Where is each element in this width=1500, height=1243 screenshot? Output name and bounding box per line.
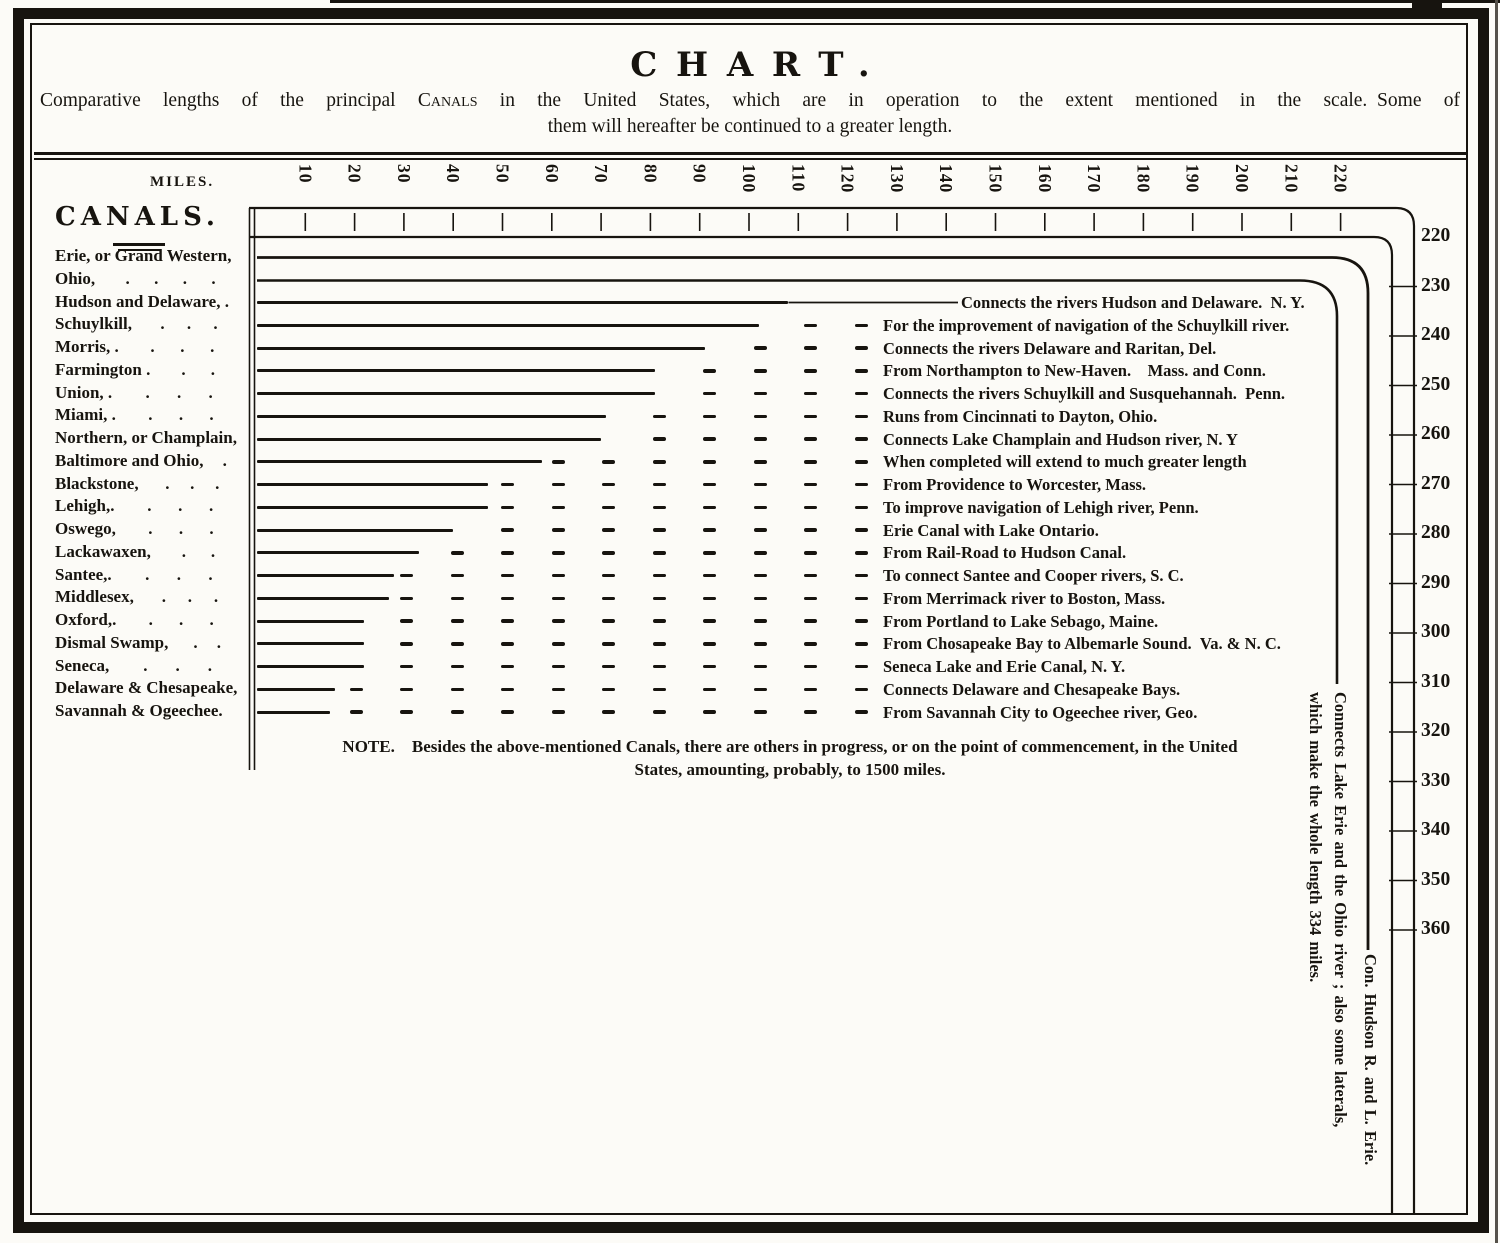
- x-axis-tick-label: 130: [886, 164, 907, 194]
- bar-dash: [552, 574, 565, 578]
- subtitle-line2: them will hereafter be continued to a greater length.: [547, 116, 953, 137]
- canal-annotation: From Merrimack river to Boston, Mass.: [883, 588, 1166, 608]
- canal-name: Santee,.: [55, 564, 112, 584]
- bar-dash: [653, 688, 666, 692]
- bar-dash: [804, 688, 817, 692]
- bar-dash: [855, 437, 868, 441]
- canal-annotation: To connect Santee and Cooper rivers, S. C.: [883, 566, 1184, 585]
- bar-dash: [703, 460, 716, 464]
- bar-dash: [703, 437, 716, 441]
- bar-dash: [350, 710, 363, 714]
- erie-vertical-caption: Con. Hudson R. and L. Erie.: [1361, 954, 1380, 1166]
- bar-dash: [754, 437, 767, 441]
- bar-dash: [855, 619, 868, 623]
- overflow-axis-tick-label: 240: [1421, 324, 1451, 345]
- bar-dash: [653, 574, 666, 578]
- bar-dash: [754, 551, 767, 555]
- canal-name: Ohio,: [55, 268, 96, 288]
- canal-name: Oswego,: [55, 519, 116, 538]
- bar-dash: [451, 619, 464, 623]
- dot-leaders: . . .: [165, 473, 220, 493]
- x-axis-tick-label: 200: [1232, 164, 1252, 194]
- canal-name: Middlesex,: [55, 587, 134, 607]
- bar-dash: [653, 551, 666, 555]
- bar-dash: [451, 642, 464, 646]
- bar-dash: [602, 483, 615, 487]
- x-axis-tick-label: 210: [1281, 164, 1302, 194]
- bar-dash: [451, 688, 464, 692]
- bar-dash: [754, 392, 767, 396]
- bar-dash: [602, 665, 615, 669]
- bar-dash: [754, 574, 767, 578]
- bar-dash: [754, 369, 767, 373]
- bar-dash: [804, 642, 817, 646]
- canal-label-row: [55, 245, 242, 268]
- canal-bar: [257, 438, 601, 441]
- bar-dash: [501, 710, 514, 714]
- canal-bar: [257, 324, 759, 327]
- bar-dash: [804, 597, 817, 601]
- canal-label-row: [55, 518, 242, 541]
- bar-dash: [653, 710, 666, 714]
- canal-name: Lehigh,.: [55, 496, 115, 516]
- bar-dash: [451, 597, 464, 601]
- canal-label-row: [55, 609, 242, 632]
- bar-dash: [855, 506, 868, 510]
- page-title: CHART.: [630, 45, 889, 85]
- canal-bar: [257, 642, 364, 645]
- dot-leaders: .: [222, 450, 227, 470]
- canal-bar: [257, 415, 606, 418]
- canal-label-row: [55, 313, 242, 336]
- bar-dash: [552, 619, 565, 623]
- canal-name: Northern, or Champlain,: [55, 428, 237, 447]
- bar-dash: [552, 460, 565, 464]
- bar-dash: [501, 551, 514, 555]
- x-axis-tick-label: 10: [295, 164, 316, 184]
- footnote: [250, 735, 1330, 781]
- bar-dash: [602, 642, 615, 646]
- canal-annotation: When completed will extend to much greater length: [883, 452, 1247, 472]
- overflow-axis-tick-label: 310: [1421, 670, 1451, 692]
- bar-dash: [552, 506, 565, 510]
- bar-dash: [653, 597, 666, 601]
- dot-leaders: . . .: [161, 587, 219, 607]
- overflow-axis-tick-label: 350: [1421, 868, 1451, 890]
- x-axis-tick-label: 40: [443, 164, 464, 184]
- canal-annotation: From Northampton to New-Haven. Mass. and Conn.: [883, 361, 1266, 381]
- bar-dash: [855, 392, 868, 396]
- bar-dash: [552, 710, 565, 714]
- canal-bar: [257, 483, 488, 486]
- canal-label-row: [55, 677, 242, 700]
- bar-dash: [653, 642, 666, 646]
- bar-dash: [754, 483, 767, 487]
- dot-leaders: . . .: [148, 519, 214, 538]
- bar-dash: [804, 369, 817, 373]
- canal-bar: [257, 347, 705, 350]
- overflow-axis-tick-label: 220: [1421, 225, 1451, 246]
- canal-label-row: [55, 586, 242, 609]
- canal-annotation: From Providence to Worcester, Mass.: [883, 475, 1147, 494]
- overflow-axis-tick-label: 300: [1421, 621, 1451, 642]
- canal-label-row: [55, 404, 242, 427]
- bar-dash: [501, 574, 514, 578]
- bar-dash: [703, 392, 716, 396]
- overflow-axis-tick-label: 260: [1421, 423, 1451, 444]
- bar-dash: [501, 483, 514, 487]
- bar-dash: [400, 710, 413, 714]
- canal-annotation: Erie Canal with Lake Ontario.: [883, 520, 1099, 540]
- bar-dash: [552, 528, 565, 532]
- overflow-axis-tick-label: 250: [1421, 373, 1451, 395]
- bar-dash: [703, 528, 716, 532]
- dot-leaders: . . .: [143, 655, 212, 675]
- canal-annotation: From Chosapeake Bay to Albemarle Sound. Va. & N. C.: [883, 634, 1281, 654]
- canal-bar: [257, 574, 394, 577]
- bar-dash: [804, 460, 817, 464]
- bar-dash: [855, 415, 868, 419]
- bar-dash: [703, 483, 716, 487]
- bar-dash: [855, 483, 868, 487]
- canal-bar: [257, 665, 364, 668]
- bar-dash: [855, 642, 868, 646]
- canal-annotation: To improve navigation of Lehigh river, Penn.: [883, 497, 1199, 517]
- canal-annotation: Runs from Cincinnati to Dayton, Ohio.: [883, 406, 1158, 426]
- overflow-axis-tick-label: 290: [1421, 571, 1451, 593]
- bar-dash: [501, 506, 514, 510]
- bar-dash: [501, 597, 514, 601]
- canal-label-row: [55, 267, 242, 290]
- bar-dash: [754, 415, 767, 419]
- canal-label-row: [55, 631, 242, 654]
- canal-label-row: [55, 654, 242, 677]
- x-axis-tick-label: 180: [1133, 164, 1154, 194]
- x-axis-tick-label: 60: [541, 164, 562, 184]
- canal-bar: [257, 506, 488, 509]
- canal-bar: [257, 620, 364, 623]
- canal-label-row: [55, 472, 242, 495]
- bar-dash: [754, 506, 767, 510]
- bar-dash: [451, 665, 464, 669]
- x-axis-tick-label: 190: [1182, 164, 1203, 194]
- overflow-axis-tick-label: 270: [1421, 472, 1451, 494]
- bar-dash: [653, 528, 666, 532]
- bar-dash: [703, 369, 716, 373]
- dot-leaders: . . .: [160, 314, 218, 334]
- bar-dash: [855, 324, 868, 328]
- bar-dash: [855, 528, 868, 532]
- canal-label-row: [55, 540, 242, 563]
- bar-dash: [602, 551, 615, 555]
- ohio-vertical-caption: Connects Lake Erie and the Ohio river ; also some laterals, which make the whole length 334 miles.: [1306, 692, 1350, 1128]
- canal-annotation: Connects Delaware and Chesapeake Bays.: [883, 679, 1181, 699]
- bar-dash: [754, 460, 767, 464]
- bar-dash: [602, 574, 615, 578]
- bar-dash: [602, 506, 615, 510]
- canal-annotation: From Rail-Road to Hudson Canal.: [883, 543, 1127, 563]
- subtitle-line1: Comparative lengths of the principal Canals in the United States, which are in operation to the extent mentioned in the scale. Some of: [40, 90, 1460, 111]
- bar-dash: [703, 688, 716, 692]
- canal-name: Blackstone,: [55, 473, 139, 493]
- bar-dash: [703, 665, 716, 669]
- canal-label-row: [55, 700, 242, 723]
- x-axis-tick-label: 20: [344, 164, 365, 184]
- bar-dash: [653, 415, 666, 419]
- bar-dash: [855, 346, 868, 350]
- canal-name: Schuylkill,: [55, 314, 133, 334]
- bar-dash: [400, 665, 413, 669]
- overflow-axis-tick-label: 320: [1421, 720, 1451, 741]
- dot-leaders: . .: [181, 541, 216, 561]
- bar-dash: [804, 506, 817, 510]
- canal-annotation: Connects the rivers Schuylkill and Susquehannah. Penn.: [883, 384, 1286, 403]
- bar-dash: [552, 597, 565, 601]
- x-axis-tick-label: 80: [640, 164, 661, 184]
- bar-dash: [653, 506, 666, 510]
- bar-dash: [754, 665, 767, 669]
- bar-dash: [703, 710, 716, 714]
- bar-dash: [804, 528, 817, 532]
- canal-label-row: [55, 358, 242, 381]
- x-axis-tick-label: 150: [985, 164, 1006, 194]
- bar-dash: [602, 597, 615, 601]
- canal-bar: [257, 551, 419, 554]
- canal-name: Farmington .: [55, 359, 151, 379]
- canal-annotation: For the improvement of navigation of the Schuylkill river.: [883, 315, 1290, 335]
- canal-bar: [257, 529, 453, 532]
- x-axis-tick-label: 160: [1034, 164, 1055, 194]
- bar-dash: [602, 528, 615, 532]
- bar-dash: [855, 460, 868, 464]
- overflow-axis-tick-label: 280: [1421, 522, 1451, 543]
- bar-dash: [602, 710, 615, 714]
- bar-dash: [804, 415, 817, 419]
- dot-leaders: . . .: [148, 405, 214, 425]
- x-axis-tick-label: 90: [689, 164, 710, 184]
- canal-label-row: [55, 449, 242, 472]
- canal-name: Union, .: [55, 382, 113, 402]
- dot-leaders: . . .: [148, 610, 214, 629]
- overflow-axis-tick-label: 340: [1421, 819, 1451, 840]
- footnote-line1: NOTE. Besides the above-mentioned Canals, there are others in progress, or on the point of commencement, in the United: [342, 737, 1238, 756]
- bar-dash: [804, 551, 817, 555]
- bar-dash: [754, 619, 767, 623]
- bar-dash: [754, 642, 767, 646]
- canal-name: Lackawaxen,: [55, 541, 151, 561]
- scale-band-top-line: [249, 208, 1414, 1213]
- bar-dash: [703, 597, 716, 601]
- overflow-axis-tick-label: 360: [1421, 918, 1451, 939]
- canal-name: Seneca,: [55, 655, 110, 675]
- canal-annotation: From Portland to Lake Sebago, Maine.: [883, 611, 1159, 631]
- canal-name: Oxford,.: [55, 610, 117, 629]
- bar-dash: [552, 551, 565, 555]
- dot-leaders: . . .: [145, 382, 213, 402]
- x-axis-tick-label: 170: [1084, 164, 1105, 194]
- bar-dash: [501, 642, 514, 646]
- canal-bar: [257, 688, 335, 691]
- bar-dash: [602, 688, 615, 692]
- overflow-axis-tick-label: 230: [1421, 274, 1451, 296]
- bar-dash: [703, 619, 716, 623]
- bar-dash: [400, 574, 413, 578]
- bar-dash: [703, 574, 716, 578]
- bar-dash: [804, 574, 817, 578]
- canal-label-row: [55, 495, 242, 518]
- bar-dash: [552, 642, 565, 646]
- canal-name: Hudson and Delaware, .: [55, 291, 229, 311]
- bar-dash: [754, 688, 767, 692]
- canal-annotation: From Savannah City to Ogeechee river, Geo.: [883, 702, 1198, 722]
- bar-dash: [804, 346, 817, 350]
- dot-leaders: . . .: [150, 337, 215, 356]
- bar-dash: [855, 710, 868, 714]
- bar-dash: [804, 710, 817, 714]
- bar-dash: [501, 665, 514, 669]
- dot-leaders: . .: [181, 359, 215, 379]
- bar-dash: [501, 688, 514, 692]
- bar-dash: [754, 710, 767, 714]
- bar-dash: [602, 619, 615, 623]
- bar-dash: [703, 506, 716, 510]
- bar-dash: [552, 665, 565, 669]
- bar-dash: [451, 710, 464, 714]
- bar-dash: [653, 437, 666, 441]
- bar-dash: [501, 528, 514, 532]
- dot-leaders: . . .: [145, 564, 213, 584]
- canal-name: Delaware & Chesapeake,: [55, 678, 238, 698]
- canal-annotation: Seneca Lake and Erie Canal, N. Y.: [883, 657, 1126, 676]
- canal-name: Morris, .: [55, 337, 119, 356]
- bar-dash: [855, 665, 868, 669]
- canal-bar: [257, 369, 655, 372]
- bar-dash: [653, 483, 666, 487]
- canals-column-header: CANALS.: [55, 202, 220, 232]
- canal-bar: [257, 597, 389, 600]
- x-axis-tick-label: 120: [837, 164, 858, 194]
- x-axis-tick-label: 30: [393, 164, 414, 184]
- canal-annotation: Connects the rivers Hudson and Delaware. N. Y.: [961, 293, 1305, 312]
- canal-name: Savannah & Ogeechee.: [55, 701, 223, 720]
- x-axis-tick-label: 50: [492, 164, 513, 184]
- bar-dash: [804, 619, 817, 623]
- canal-label-row: [55, 563, 242, 586]
- bar-dash: [400, 619, 413, 623]
- canal-name: Erie, or Grand Western,: [55, 246, 232, 265]
- bar-dash: [653, 665, 666, 669]
- canal-bar: [257, 711, 330, 714]
- bar-dash: [552, 688, 565, 692]
- canal-bar: [257, 460, 542, 463]
- x-axis-tick-label: 70: [591, 164, 612, 184]
- bar-dash: [804, 665, 817, 669]
- bar-dash: [804, 437, 817, 441]
- bar-dash: [804, 483, 817, 487]
- x-axis-tick-label: 220: [1330, 164, 1351, 194]
- bar-dash: [501, 619, 514, 623]
- bar-dash: [653, 460, 666, 464]
- canal-label-row: [55, 427, 242, 450]
- x-axis-tick-label: 100: [739, 164, 759, 194]
- bar-dash: [754, 597, 767, 601]
- bar-dash: [400, 597, 413, 601]
- bar-dash: [552, 483, 565, 487]
- dot-leaders: . .: [193, 632, 221, 652]
- bar-dash: [703, 642, 716, 646]
- canal-label-row: [55, 290, 242, 313]
- dot-leaders: . . .: [147, 496, 214, 516]
- bar-dash: [653, 619, 666, 623]
- dot-leaders: . . . .: [125, 268, 216, 288]
- bar-dash: [855, 688, 868, 692]
- bar-dash: [703, 415, 716, 419]
- bar-dash: [855, 597, 868, 601]
- canal-label-row: [55, 381, 242, 404]
- bar-dash: [855, 574, 868, 578]
- bar-dash: [804, 392, 817, 396]
- footnote-line2: States, amounting, probably, to 1500 miles.: [634, 760, 946, 779]
- x-axis-tick-label: 140: [936, 164, 957, 194]
- canal-bar: [257, 392, 655, 395]
- bar-dash: [400, 688, 413, 692]
- x-axis-tick-label: 110: [788, 164, 809, 193]
- bar-dash: [451, 574, 464, 578]
- bar-dash: [754, 346, 767, 350]
- bar-dash: [350, 688, 363, 692]
- bar-dash: [602, 460, 615, 464]
- bar-dash: [855, 369, 868, 373]
- canal-name: Baltimore and Ohio,: [55, 450, 204, 470]
- canal-name: Dismal Swamp,: [55, 632, 169, 652]
- canal-annotation: Connects the rivers Delaware and Raritan, Del.: [883, 338, 1217, 358]
- bar-dash: [855, 551, 868, 555]
- canal-label-row: [55, 336, 242, 359]
- canal-bar: [257, 301, 788, 304]
- bar-dash: [754, 528, 767, 532]
- overflow-axis-tick-label: 330: [1421, 769, 1451, 791]
- bar-dash: [804, 324, 817, 328]
- bar-dash: [703, 551, 716, 555]
- miles-axis-label: MILES.: [150, 174, 215, 190]
- canal-name: Miami, .: [55, 405, 116, 425]
- bar-dash: [400, 642, 413, 646]
- canal-annotation: Connects Lake Champlain and Hudson river, N. Y: [883, 429, 1238, 449]
- bar-dash: [451, 551, 464, 555]
